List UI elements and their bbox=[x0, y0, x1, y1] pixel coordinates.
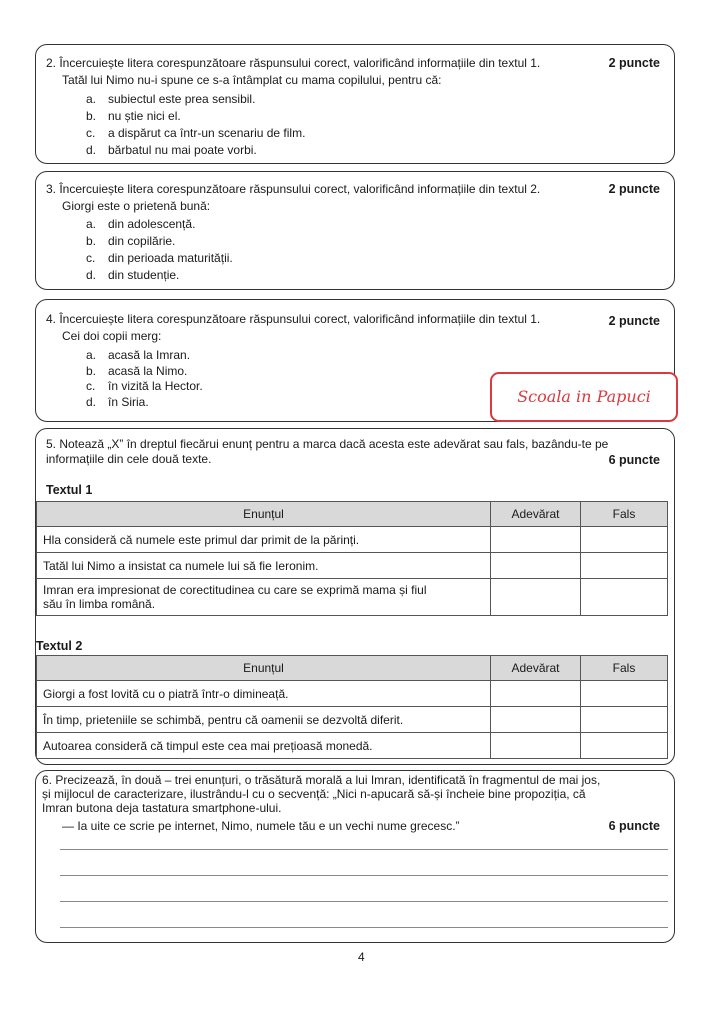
question-5-box bbox=[35, 428, 675, 765]
true-checkbox-cell[interactable] bbox=[491, 733, 581, 759]
q6-line1: 6. Precizează, în două – trei enunțuri, o trăsătură morală a lui Imran, identificată în fragmentul de mai jos, bbox=[42, 773, 601, 787]
q4-points: 2 puncte bbox=[608, 314, 660, 328]
option-letter: a. bbox=[86, 92, 97, 106]
option-text: bărbatul nu mai poate vorbi. bbox=[108, 143, 257, 157]
option-letter: a. bbox=[86, 348, 97, 362]
answer-line[interactable] bbox=[60, 875, 668, 876]
page-number: 4 bbox=[358, 950, 365, 964]
q4-option-c[interactable] bbox=[86, 378, 203, 395]
column-header-false: Fals bbox=[581, 502, 668, 527]
option-text: nu știe nici el. bbox=[108, 109, 181, 123]
q4-instruction: 4. Încercuiește litera corespunzătoare răspunsului corect, valorificând informațiile din textul 1. bbox=[46, 312, 541, 326]
option-letter: d. bbox=[86, 268, 97, 282]
q3-option-c[interactable] bbox=[86, 250, 233, 267]
option-text: în vizită la Hector. bbox=[108, 379, 203, 393]
statement-line: său în limba română. bbox=[43, 597, 156, 611]
q5-instruction-line2: informațiile din cele două texte. bbox=[46, 452, 212, 466]
q2-option-c[interactable] bbox=[86, 125, 305, 142]
text1-table bbox=[36, 501, 668, 616]
watermark-stamp: Scoala in Papuci bbox=[490, 372, 678, 422]
q6-line2: și mijlocul de caracterizare, ilustrându-l cu o secvență: „Nici n-apucară să-și încheie bine propoziția, că bbox=[42, 787, 586, 801]
statement-line: Imran era impresionat de corectitudinea cu care se exprimă mama și fiul bbox=[43, 583, 427, 597]
q4-option-d[interactable] bbox=[86, 394, 149, 411]
false-checkbox-cell[interactable] bbox=[581, 707, 668, 733]
false-checkbox-cell[interactable] bbox=[581, 553, 668, 579]
option-letter: b. bbox=[86, 234, 97, 248]
table-row bbox=[37, 579, 668, 616]
true-checkbox-cell[interactable] bbox=[491, 553, 581, 579]
q6-line4: — Ia uite ce scrie pe internet, Nimo, numele tău e un vechi nume grecesc.” bbox=[62, 819, 460, 833]
q6-points: 6 puncte bbox=[608, 819, 660, 833]
column-header-true: Adevărat bbox=[491, 656, 581, 681]
column-header-true: Adevărat bbox=[491, 502, 581, 527]
option-text: acasă la Imran. bbox=[108, 348, 191, 362]
q5-instruction-line1: 5. Notează „X” în dreptul fiecărui enunț pentru a marca dacă acesta este adevărat sau fals, bazându-te pe bbox=[46, 437, 609, 451]
option-letter: b. bbox=[86, 109, 97, 123]
option-text: din studenție. bbox=[108, 268, 180, 282]
q5-points: 6 puncte bbox=[608, 453, 660, 467]
text2-title: Textul 2 bbox=[36, 639, 83, 653]
q3-stem: Giorgi este o prietenă bună: bbox=[62, 199, 211, 213]
table-row bbox=[37, 553, 668, 579]
option-letter: b. bbox=[86, 364, 97, 378]
false-checkbox-cell[interactable] bbox=[581, 733, 668, 759]
true-checkbox-cell[interactable] bbox=[491, 681, 581, 707]
question-3-box bbox=[35, 171, 675, 290]
option-text: subiectul este prea sensibil. bbox=[108, 92, 256, 106]
q2-option-b[interactable] bbox=[86, 108, 181, 125]
statement-cell: Hla consideră că numele este primul dar primit de la părinți. bbox=[37, 527, 491, 553]
option-letter: a. bbox=[86, 217, 97, 231]
statement-cell bbox=[37, 579, 491, 616]
answer-line[interactable] bbox=[60, 901, 668, 902]
column-header-statement: Enunțul bbox=[37, 502, 491, 527]
false-checkbox-cell[interactable] bbox=[581, 527, 668, 553]
table-header-row bbox=[37, 502, 668, 527]
q6-line3: Imran butona deja tastatura smartphone-ului. bbox=[42, 801, 282, 815]
statement-cell: În timp, prieteniile se schimbă, pentru că oamenii se dezvoltă diferit. bbox=[37, 707, 491, 733]
q4-option-a[interactable] bbox=[86, 347, 190, 364]
q2-points: 2 puncte bbox=[608, 56, 660, 70]
false-checkbox-cell[interactable] bbox=[581, 681, 668, 707]
column-header-statement: Enunțul bbox=[37, 656, 491, 681]
true-checkbox-cell[interactable] bbox=[491, 579, 581, 616]
q4-stem: Cei doi copii merg: bbox=[62, 329, 162, 343]
option-letter: c. bbox=[86, 251, 96, 265]
text2-table bbox=[36, 655, 668, 759]
table-header-row bbox=[37, 656, 668, 681]
true-checkbox-cell[interactable] bbox=[491, 707, 581, 733]
q3-option-d[interactable] bbox=[86, 267, 179, 284]
option-letter: d. bbox=[86, 143, 97, 157]
option-text: acasă la Nimo. bbox=[108, 364, 188, 378]
question-6-box bbox=[35, 770, 675, 943]
statement-cell: Autoarea consideră că timpul este cea mai prețioasă monedă. bbox=[37, 733, 491, 759]
option-letter: d. bbox=[86, 395, 97, 409]
false-checkbox-cell[interactable] bbox=[581, 579, 668, 616]
option-text: din perioada maturității. bbox=[108, 251, 233, 265]
option-text: în Siria. bbox=[108, 395, 149, 409]
q2-option-d[interactable] bbox=[86, 142, 257, 159]
answer-line[interactable] bbox=[60, 927, 668, 928]
option-letter: c. bbox=[86, 126, 96, 140]
column-header-false: Fals bbox=[581, 656, 668, 681]
text1-title: Textul 1 bbox=[46, 483, 93, 497]
true-checkbox-cell[interactable] bbox=[491, 527, 581, 553]
q2-instruction: 2. Încercuiește litera corespunzătoare răspunsului corect, valorificând informațiile din textul 1. bbox=[46, 56, 541, 70]
answer-line[interactable] bbox=[60, 849, 668, 850]
q3-points: 2 puncte bbox=[608, 182, 660, 196]
option-text: din copilărie. bbox=[108, 234, 176, 248]
q3-instruction: 3. Încercuiește litera corespunzătoare răspunsului corect, valorificând informațiile din textul 2. bbox=[46, 182, 541, 196]
statement-cell: Tatăl lui Nimo a insistat ca numele lui să fie Ieronim. bbox=[37, 553, 491, 579]
table-row bbox=[37, 681, 668, 707]
q3-option-b[interactable] bbox=[86, 233, 175, 250]
option-text: a dispărut ca într-un scenariu de film. bbox=[108, 126, 306, 140]
option-letter: c. bbox=[86, 379, 96, 393]
table-row bbox=[37, 527, 668, 553]
table-row bbox=[37, 733, 668, 759]
q2-stem: Tatăl lui Nimo nu-i spune ce s-a întâmplat cu mama copilului, pentru că: bbox=[62, 73, 442, 87]
q3-option-a[interactable] bbox=[86, 216, 195, 233]
question-2-box bbox=[35, 44, 675, 164]
statement-cell: Giorgi a fost lovită cu o piatră într-o dimineață. bbox=[37, 681, 491, 707]
q2-option-a[interactable] bbox=[86, 91, 255, 108]
table-row bbox=[37, 707, 668, 733]
option-text: din adolescență. bbox=[108, 217, 196, 231]
